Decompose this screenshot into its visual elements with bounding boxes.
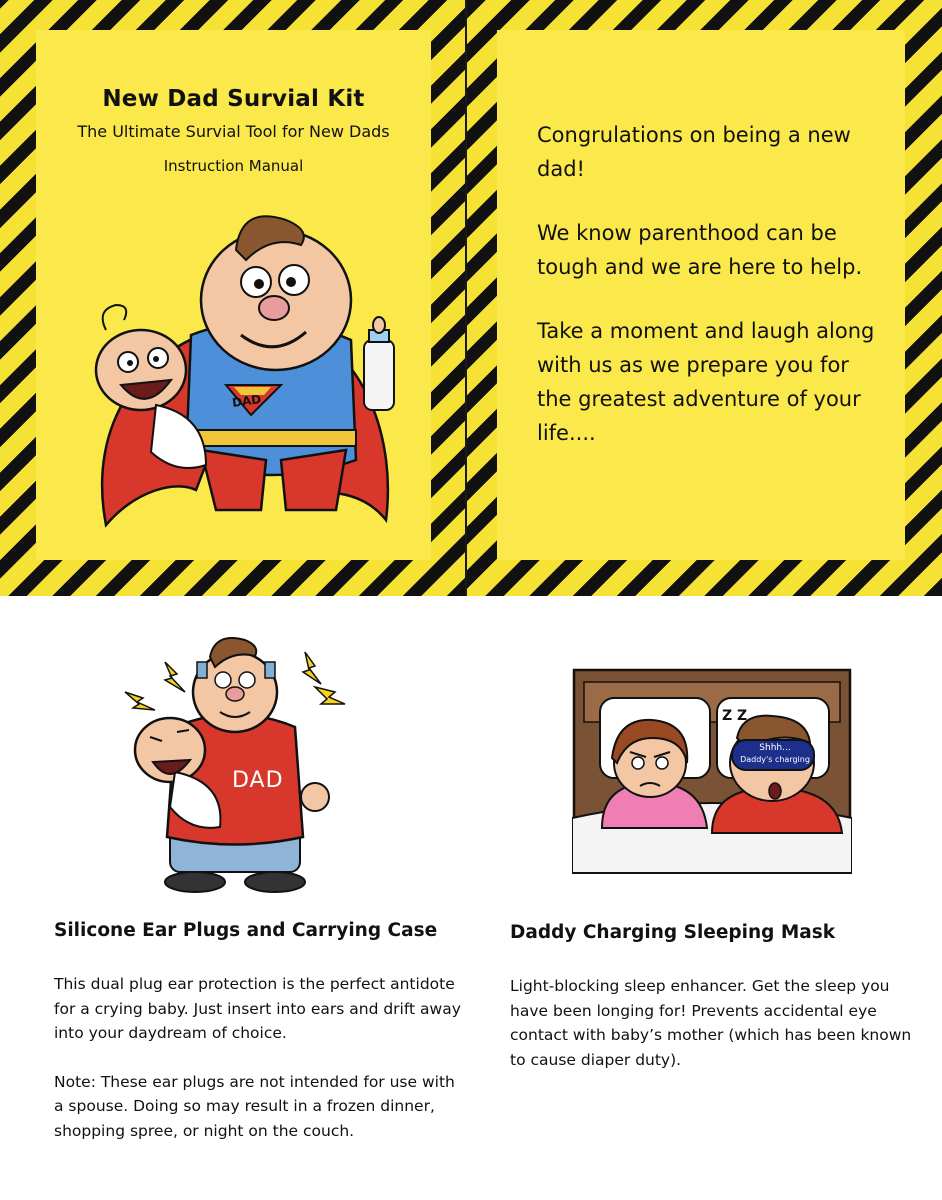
intro-paragraph: We know parenthood can be tough and we are here to help. xyxy=(537,221,863,279)
cover-manual-label: Instruction Manual xyxy=(163,157,304,175)
cover-title: New Dad Survial Kit xyxy=(102,86,365,112)
superdad-illustration xyxy=(66,190,416,535)
sleeping-couple-illustration xyxy=(572,668,852,878)
intro-paragraph: Congrulations on being a new dad! xyxy=(537,123,851,181)
earplugs-paragraph: This dual plug ear protection is the perfect antidote for a crying baby. Just insert into ears and drift away into your daydream of choice. xyxy=(54,975,461,1042)
sleep-mask-description xyxy=(510,974,918,1096)
intro-panel-inner xyxy=(497,30,905,560)
earplug-dad-illustration xyxy=(115,632,355,897)
snore-text: Z Z xyxy=(722,708,748,724)
sleep-mask-title: Daddy Charging Sleeping Mask xyxy=(510,922,836,943)
emblem-badge-text: DAD xyxy=(231,392,263,410)
sleep-mask-label xyxy=(734,743,816,765)
mask-line-2: Daddy's charging xyxy=(740,755,810,764)
cover-subtitle: The Ultimate Survial Tool for New Dads xyxy=(77,122,390,141)
earplugs-title: Silicone Ear Plugs and Carrying Case xyxy=(54,920,438,941)
intro-paragraph: Take a moment and laugh along with us as we prepare you for the greatest adventure of your life.... xyxy=(537,319,875,445)
cover-panel-inner xyxy=(36,30,431,560)
shirt-text: DAD xyxy=(232,768,284,793)
intro-text xyxy=(537,118,887,480)
mask-line-1: Shhh... xyxy=(759,743,791,753)
cover-panel xyxy=(0,0,465,596)
intro-panel xyxy=(467,0,942,596)
earplugs-description xyxy=(54,972,464,1167)
earplugs-note: Note: These ear plugs are not intended for use with a spouse. Doing so may result in a frozen dinner, shopping spree, or night on the couch. xyxy=(54,1072,455,1140)
sleep-mask-paragraph: Light-blocking sleep enhancer. Get the sleep you have been longing for! Prevents accidental eye contact with baby’s mother (which has been known to cause diaper duty). xyxy=(510,977,912,1069)
